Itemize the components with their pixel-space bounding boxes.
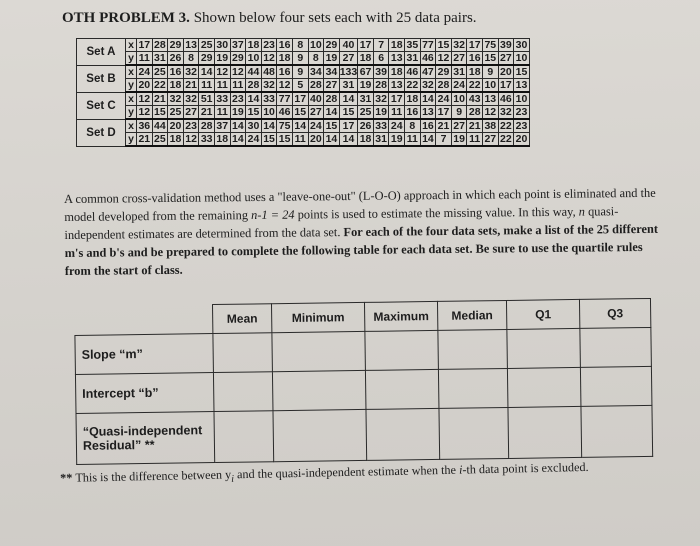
data-cell: 75 <box>484 39 497 51</box>
data-cell: 39 <box>375 66 387 78</box>
data-sets-table <box>76 38 530 147</box>
data-cell: 33 <box>375 120 387 132</box>
data-cell: 9 <box>483 65 499 79</box>
data-cell: 9 <box>451 106 467 120</box>
data-cell: 22 <box>406 79 419 91</box>
data-cell: 10 <box>309 39 322 51</box>
data-cell: 44 <box>154 120 166 132</box>
data-cell: 8 <box>405 119 421 133</box>
data-cell: 14 <box>339 92 358 106</box>
data-cell: 17 <box>437 106 450 118</box>
data-cell: 27 <box>453 52 465 64</box>
data-cell: 27 <box>453 120 465 132</box>
axis-label-y: y <box>126 79 137 93</box>
data-cell: 23 <box>232 93 244 105</box>
data-cell: 12 <box>437 52 450 64</box>
data-cell: 8 <box>308 52 324 66</box>
data-cell: 28 <box>200 120 213 132</box>
data-cell: 10 <box>515 52 528 64</box>
data-cell: 28 <box>247 79 260 91</box>
data-cell: 15 <box>154 106 166 118</box>
data-cell: 44 <box>247 66 260 78</box>
data-cell: 22 <box>500 120 512 132</box>
data-cell: 67 <box>359 66 372 78</box>
data-cell: 19 <box>216 52 229 64</box>
data-cell: 28 <box>309 79 322 91</box>
cell-slope-maximum[interactable] <box>365 330 439 370</box>
data-cell: 7 <box>373 39 389 52</box>
data-cell: 18 <box>468 66 481 78</box>
data-row-set-a-y <box>77 52 530 66</box>
data-cell: 32 <box>185 93 197 105</box>
data-cell: 12 <box>185 133 197 145</box>
footnote-subscript: i <box>231 473 235 485</box>
data-cell: 19 <box>325 52 338 64</box>
data-cell: 10 <box>247 52 260 64</box>
data-cell: 30 <box>216 39 229 51</box>
axis-label-y: y <box>126 133 137 147</box>
data-cell: 20 <box>169 120 182 132</box>
data-cell: 15 <box>339 106 358 120</box>
data-cell: 32 <box>453 39 465 51</box>
data-cell: 34 <box>309 66 322 78</box>
results-corner-cell <box>75 305 213 336</box>
data-cell: 77 <box>422 39 434 51</box>
data-cell: 33 <box>263 93 275 105</box>
set-label: Set B <box>77 65 126 92</box>
data-cell: 20 <box>138 79 151 91</box>
axis-label-y: y <box>126 106 137 120</box>
data-cell: 29 <box>200 52 213 64</box>
data-cell: 10 <box>453 93 465 105</box>
data-cell: 17 <box>339 119 358 133</box>
set-label: Set C <box>77 92 126 119</box>
data-cell: 40 <box>339 39 358 52</box>
set-label: Set D <box>77 119 126 146</box>
data-cell: 25 <box>154 66 166 78</box>
data-cell: 133 <box>339 66 358 78</box>
data-cell: 19 <box>453 133 465 145</box>
data-cell: 15 <box>515 66 528 78</box>
data-row-set-d-x <box>77 119 530 133</box>
data-cell: 38 <box>484 120 497 132</box>
data-cell: 31 <box>339 79 358 93</box>
data-cell: 18 <box>390 66 403 78</box>
data-cell: 11 <box>467 133 483 147</box>
data-cell: 27 <box>309 106 322 118</box>
data-cell: 21 <box>200 106 213 118</box>
data-cell: 12 <box>278 79 291 91</box>
data-cell: 7 <box>436 133 452 147</box>
data-cell: 23 <box>515 120 528 132</box>
data-cell: 15 <box>437 39 450 51</box>
data-cell: 5 <box>292 79 308 93</box>
data-cell: 75 <box>278 120 291 132</box>
data-cell: 29 <box>437 66 450 78</box>
data-cell: 21 <box>138 133 151 145</box>
data-cell: 14 <box>232 133 244 145</box>
cell-intercept-q1[interactable] <box>507 367 581 407</box>
data-cell: 15 <box>278 133 291 145</box>
cell-slope-minimum[interactable] <box>272 331 366 371</box>
data-cell: 46 <box>278 106 291 118</box>
problem-number: OTH PROBLEM 3. <box>62 10 190 26</box>
cell-residual-median[interactable] <box>439 407 509 459</box>
data-cell: 22 <box>468 79 481 91</box>
footnote <box>60 460 589 489</box>
results-table <box>74 298 653 465</box>
row-label-residual: “Quasi-independent Residual” ** <box>76 412 215 465</box>
data-cell: 23 <box>185 120 197 132</box>
data-cell: 40 <box>309 93 322 105</box>
problem-description: Shown below four sets each with 25 data pairs. <box>189 10 477 26</box>
cell-intercept-q3[interactable] <box>580 366 652 406</box>
data-cell: 22 <box>500 133 512 145</box>
data-cell: 17 <box>359 39 372 51</box>
data-cell: 9 <box>292 65 308 79</box>
data-row-set-d-y <box>77 133 530 147</box>
data-cell: 8 <box>183 52 199 66</box>
data-cell: 17 <box>390 93 403 105</box>
data-row-set-c-y <box>77 106 530 120</box>
instructions-paragraph <box>64 184 665 280</box>
data-cell: 27 <box>500 52 512 64</box>
data-cell: 11 <box>389 106 405 120</box>
data-cell: 18 <box>247 39 260 51</box>
data-cell: 16 <box>278 39 291 51</box>
instructions-text-3: quasi-independent estimates are determined from the data set. <box>64 204 619 242</box>
cell-residual-maximum[interactable] <box>366 408 440 460</box>
data-cell: 14 <box>325 133 338 145</box>
data-cell: 29 <box>325 39 338 51</box>
data-cell: 12 <box>216 66 229 78</box>
set-label: Set A <box>77 39 126 66</box>
data-cell: 16 <box>468 52 481 64</box>
data-cell: 27 <box>484 133 497 145</box>
data-cell: 11 <box>137 52 153 66</box>
data-cell: 32 <box>500 106 512 118</box>
data-cell: 15 <box>263 133 275 145</box>
instructions-text-2: points is used to estimate the missing value. In this way, <box>294 204 579 222</box>
data-cell: 32 <box>375 93 387 105</box>
data-cell: 28 <box>437 79 450 91</box>
data-cell: 12 <box>138 93 151 105</box>
data-cell: 24 <box>247 133 260 145</box>
header-q3: Q3 <box>579 298 650 328</box>
data-cell: 37 <box>216 120 229 132</box>
cell-residual-q3[interactable] <box>581 405 653 457</box>
data-cell: 24 <box>138 66 151 78</box>
data-cell: 48 <box>263 66 275 78</box>
data-row-set-c-x <box>77 92 530 106</box>
data-cell: 14 <box>247 93 260 105</box>
axis-label-x: x <box>126 65 137 79</box>
data-cell: 11 <box>214 106 230 120</box>
header-minimum: Minimum <box>271 302 364 332</box>
footnote-text-3: -th data point is excluded. <box>462 459 589 477</box>
data-cell: 14 <box>200 66 213 78</box>
cell-slope-mean[interactable] <box>213 333 273 373</box>
data-row-set-b-x <box>77 65 530 79</box>
data-cell: 21 <box>185 79 197 91</box>
data-cell: 43 <box>468 93 481 105</box>
data-cell: 16 <box>406 106 419 118</box>
data-cell: 13 <box>422 106 434 118</box>
data-cell: 30 <box>247 120 260 132</box>
data-cell: 13 <box>185 39 197 51</box>
data-cell: 26 <box>359 120 372 132</box>
data-cell: 18 <box>169 79 182 91</box>
row-label-intercept: Intercept “b” <box>75 373 214 414</box>
axis-label-y: y <box>126 52 137 66</box>
data-cell: 27 <box>325 79 338 91</box>
cell-residual-minimum[interactable] <box>273 409 367 461</box>
data-cell: 16 <box>422 120 434 132</box>
data-cell: 31 <box>375 133 387 145</box>
data-cell: 29 <box>232 52 244 64</box>
axis-label-x: x <box>126 92 137 106</box>
data-cell: 12 <box>138 106 151 118</box>
data-cell: 27 <box>339 52 358 66</box>
cell-intercept-maximum[interactable] <box>365 369 439 409</box>
data-cell: 27 <box>185 106 197 118</box>
data-cell: 31 <box>359 93 372 105</box>
data-cell: 19 <box>359 79 372 91</box>
data-cell: 12 <box>484 106 497 118</box>
data-cell: 18 <box>278 52 291 64</box>
data-cell: 77 <box>278 93 291 105</box>
cell-intercept-mean[interactable] <box>213 372 273 412</box>
n-minus-one-formula: n-1 = 24 <box>251 207 295 223</box>
data-cell: 12 <box>263 52 275 64</box>
cell-intercept-minimum[interactable] <box>272 370 366 410</box>
data-cell: 19 <box>390 133 403 145</box>
data-cell: 18 <box>359 52 372 64</box>
data-cell: 11 <box>405 133 421 147</box>
data-cell: 17 <box>500 79 512 91</box>
data-cell: 15 <box>325 120 338 132</box>
data-cell: 20 <box>309 133 322 145</box>
data-cell: 18 <box>406 93 419 105</box>
data-cell: 14 <box>263 120 275 132</box>
data-cell: 47 <box>422 66 434 78</box>
data-cell: 32 <box>263 79 275 91</box>
data-cell: 19 <box>232 106 244 118</box>
data-cell: 8 <box>292 39 308 52</box>
data-cell: 21 <box>154 93 166 105</box>
header-mean: Mean <box>212 304 271 334</box>
data-cell: 18 <box>390 39 403 51</box>
data-cell: 31 <box>406 52 419 64</box>
data-cell: 16 <box>278 66 291 78</box>
data-cell: 15 <box>247 106 260 118</box>
data-cell: 11 <box>199 79 215 93</box>
data-cell: 15 <box>294 106 307 118</box>
footnote-text-1: This is the difference between y <box>75 467 232 485</box>
row-label-slope: Slope “m” <box>75 334 214 375</box>
data-cell: 23 <box>263 39 275 51</box>
data-cell: 28 <box>325 93 338 105</box>
header-maximum: Maximum <box>364 301 437 331</box>
data-cell: 35 <box>406 39 419 51</box>
data-cell: 13 <box>390 79 403 91</box>
data-cell: 25 <box>154 133 166 145</box>
problem-title <box>62 10 477 27</box>
cell-slope-median[interactable] <box>438 329 508 369</box>
data-cell: 11 <box>230 79 246 93</box>
axis-label-x: x <box>126 119 137 133</box>
cell-slope-q1[interactable] <box>507 328 581 368</box>
data-cell: 14 <box>339 133 358 147</box>
data-cell: 13 <box>390 52 403 64</box>
data-cell: 33 <box>200 133 213 145</box>
data-cell: 26 <box>169 52 182 64</box>
data-cell: 11 <box>292 133 308 147</box>
data-cell: 25 <box>200 39 213 51</box>
data-cell: 46 <box>406 66 419 78</box>
data-row-set-b-y <box>77 79 530 93</box>
data-cell: 31 <box>453 66 465 78</box>
data-cell: 24 <box>453 79 465 91</box>
data-cell: 25 <box>359 106 372 118</box>
footnote-index-var: i <box>458 462 463 477</box>
data-cell: 32 <box>169 93 182 105</box>
footnote-stars: ** <box>60 470 76 485</box>
data-cell: 17 <box>468 39 481 51</box>
data-cell: 21 <box>437 120 450 132</box>
cell-intercept-median[interactable] <box>438 368 508 408</box>
data-cell: 14 <box>422 133 434 145</box>
data-cell: 20 <box>500 66 512 78</box>
data-cell: 18 <box>216 133 229 145</box>
data-cell: 18 <box>359 133 372 145</box>
data-cell: 24 <box>390 120 403 132</box>
data-cell: 28 <box>375 79 387 91</box>
data-cell: 20 <box>515 133 528 145</box>
data-cell: 18 <box>169 133 182 145</box>
data-cell: 46 <box>422 52 434 64</box>
data-cell: 17 <box>138 39 151 51</box>
data-cell: 14 <box>232 120 244 132</box>
data-cell: 6 <box>373 52 389 66</box>
n-variable: n <box>578 204 585 219</box>
data-cell: 51 <box>200 93 213 105</box>
header-median: Median <box>437 300 506 330</box>
instructions-text-1: A common cross-validation method uses a "leave-one-out" (L-O-O) approach in which each point is eliminated and the model developed from the remaining <box>64 185 656 224</box>
data-cell: 24 <box>309 120 322 132</box>
instructions-bold-text: For each of the four data sets, make a list of the 25 different m's and b's and be prepared to complete the following table for each data set. Be sure to use the quartile rules from the start of class. <box>64 221 659 278</box>
axis-label-x: x <box>126 39 137 52</box>
data-cell: 16 <box>169 66 182 78</box>
data-cell: 32 <box>422 79 434 91</box>
data-cell: 37 <box>232 39 244 51</box>
data-cell: 25 <box>169 106 182 118</box>
data-cell: 32 <box>185 66 197 78</box>
data-cell: 10 <box>515 93 528 105</box>
data-cell: 34 <box>325 66 338 78</box>
data-cell: 11 <box>214 79 230 93</box>
data-cell: 14 <box>422 93 434 105</box>
data-cell: 14 <box>294 120 307 132</box>
row-residual <box>76 405 653 464</box>
data-row-set-a-x <box>77 39 530 52</box>
data-cell: 19 <box>375 106 387 118</box>
data-cell: 13 <box>515 79 528 91</box>
cell-residual-q1[interactable] <box>508 406 582 458</box>
data-cell: 24 <box>437 93 450 105</box>
data-cell: 21 <box>468 120 481 132</box>
data-cell: 46 <box>500 93 512 105</box>
data-cell: 28 <box>154 39 166 51</box>
data-cell: 10 <box>484 79 497 91</box>
cell-residual-mean[interactable] <box>214 411 274 463</box>
data-cell: 39 <box>500 39 512 51</box>
data-cell: 13 <box>484 93 497 105</box>
data-cell: 23 <box>515 106 528 118</box>
data-cell: 33 <box>216 93 229 105</box>
header-q1: Q1 <box>506 299 579 329</box>
data-cell: 14 <box>325 106 338 118</box>
data-cell: 30 <box>515 39 528 51</box>
data-cell: 10 <box>263 106 275 118</box>
data-cell: 15 <box>484 52 497 64</box>
data-cell: 29 <box>169 39 182 51</box>
data-cell: 36 <box>138 120 151 132</box>
data-cell: 22 <box>154 79 166 91</box>
data-cell: 17 <box>294 93 307 105</box>
data-cell: 31 <box>154 52 166 64</box>
data-cell: 28 <box>468 106 481 118</box>
data-cell: 9 <box>292 52 308 66</box>
data-cell: 12 <box>232 66 244 78</box>
footnote-text-2: and the quasi-independent estimate when the <box>233 462 460 482</box>
cell-slope-q3[interactable] <box>580 327 652 367</box>
